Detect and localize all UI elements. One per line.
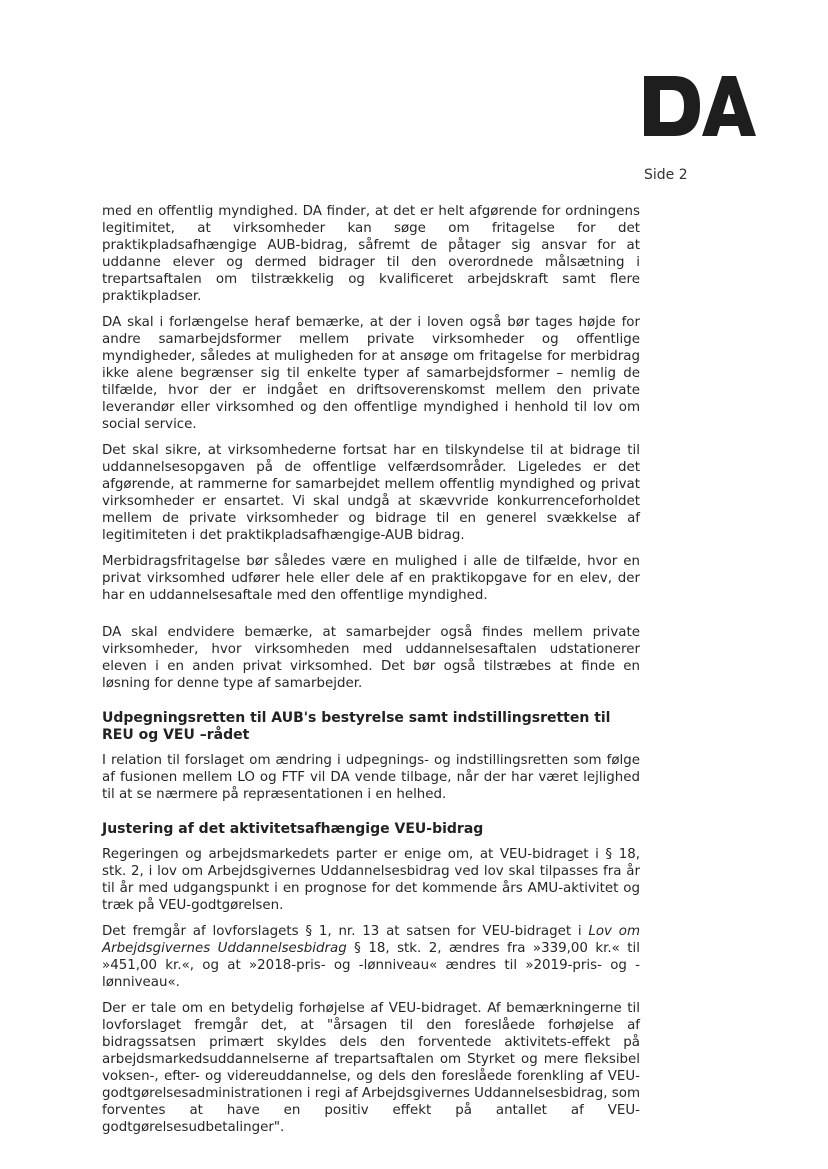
paragraph: Merbidragsfritagelse bør således være en mulighed i alle de tilfælde, hvor en privat virksomhed udfører hele eller dele af en praktikopgave for en elev, der har en uddannelsesaftale med den offentlige myndighed. xyxy=(102,554,640,603)
paragraph: DA skal i forlængelse heraf bemærke, at der i loven også bør tages højde for andre samarbejdsformer mellem private virksomheder og offentlige myndigheder, således at muligheden for at ansøge om fritagelse for merbidrag ikke alene begrænser sig til enkelte typer af samarbejdsformer – nemlig de tilfælde, hvor der er indgået en driftsoverenskomst mellem den private leverandør eller virksomhed og den offentlige myndighed i henhold til lov om social service. xyxy=(102,315,640,432)
paragraph-text: Det fremgår af lovforslagets § 1, nr. 13 at satsen for VEU-bidraget i xyxy=(102,924,589,939)
paragraph xyxy=(102,923,640,991)
section-heading: Udpegningsretten til AUB's bestyrelse samt indstillingsretten til REU og VEU –rådet xyxy=(102,710,611,743)
page-number: Side 2 xyxy=(644,167,688,183)
da-logo xyxy=(644,76,756,136)
paragraph: Der er tale om en betydelig forhøjelse af VEU-bidraget. Af bemærkningerne til lovforslaget fremgår det, at "årsagen til den foreslåede forhøjelse af bidragssatsen primært skyldes dels den forventede aktivitets-effekt på arbejdsmarkedsuddannelserne af trepartsaftalen om Styrket og mere fleksibel voksen-, efter- og videreuddannelse, og dels den foreslåede forenkling af VEU-godtgørelsesadministrationen i regi af Arbejdsgivernes Uddannelsesbidrag, som forventes at have en positiv effekt på antallet af VEU-godtgørelsesudbetalinger". xyxy=(102,1001,640,1135)
paragraph: med en offentlig myndighed. DA finder, at det er helt afgørende for ordningens legitimitet, at virksomheder kan søge om fritagelse for det praktikpladsafhængige AUB-bidrag, såfremt de påtager sig ansvar for at uddanne elever og dermed bidrager til den overordnede målsætning i trepartsaftalen om tilstrækkelig og kvalificeret arbejdskraft samt flere praktikpladser. xyxy=(102,204,640,304)
paragraph: DA skal endvidere bemærke, at samarbejder også findes mellem private virksomheder, hvor virksomheden med uddannelsesaftalen udstationerer eleven i en anden privat virksomhed. Det bør også tilstræbes at finde en løsning for denne type af samarbejder. xyxy=(102,625,640,691)
paragraph-text: § 18, stk. 2, ændres fra »339,00 kr.« til »451,00 kr.«, og at »2018-pris- og -lønniveau« ændres til »2019-pris- og -lønniveau«. xyxy=(102,941,640,990)
document-body xyxy=(102,203,640,1145)
law-title: Lov om Arbejdsgivernes Uddannelsesbidrag xyxy=(102,924,641,956)
paragraph: Det skal sikre, at virksomhederne fortsat har en tilskyndelse til at bidrage til uddannelsesopgaven på de offentlige velfærdsområder. Ligeledes er det afgørende, at rammerne for samarbejdet mellem offentlig myndighed og privat virksomheder er ensartet. Vi skal undgå at skævvride konkurrenceforholdet mellem de private virksomheder og bidrage til en generel svækkelse af legitimiteten i det praktikpladsafhængige-AUB bidrag. xyxy=(102,443,640,543)
paragraph: I relation til forslaget om ændring i udpegnings- og indstillingsretten som følge af fusionen mellem LO og FTF vil DA vende tilbage, når der har været lejlighed til at se nærmere på repræsentationen i en helhed. xyxy=(102,753,640,802)
section-heading: Justering af det aktivitetsafhængige VEU-bidrag xyxy=(102,821,484,837)
paragraph: Regeringen og arbejdsmarkedets parter er enige om, at VEU-bidraget i § 18, stk. 2, i lov om Arbejdsgivernes Uddannelsesbidrag ved lov skal tilpasses fra år til år med udgangspunkt i en prognose for det kommende års AMU-aktivitet og træk på VEU-godtgørelsen. xyxy=(102,847,640,913)
